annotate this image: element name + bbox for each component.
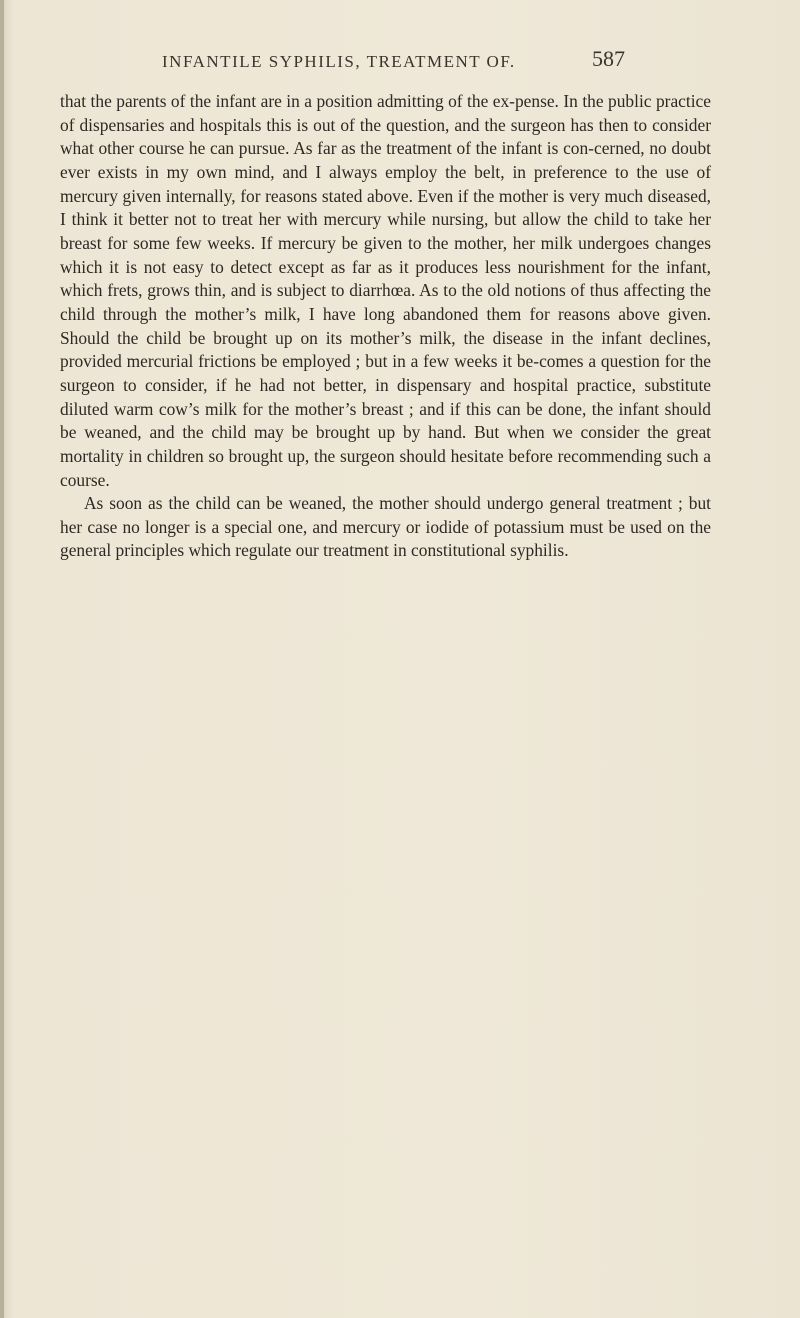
paragraph-2: As soon as the child can be weaned, the mother should undergo general treatment ; but her case no longer is a special one, and mercury or iodide of potassium must be used on the general principles which regulate our treatment in constitutional syphilis.: [60, 493, 711, 561]
binding-edge: [0, 0, 4, 1318]
paragraph-1: that the parents of the infant are in a position admitting of the ex-pense. In the public practice of dispensaries and hospitals this is out of the question, and the surgeon has then to consider what other course he can pursue. As far as the treatment of the infant is con-cerned, no doubt ever exists in my own mind, and I always employ the belt, in preference to the use of mercury given internally, for reasons stated above. Even if the mother is very much diseased, I think it better not to treat her with mercury while nursing, but allow the child to take her breast for some few weeks. If mercury be given to the mother, her milk undergoes changes which it is not easy to detect except as far as it produces less nourishment for the infant, which frets, grows thin, and is subject to diarrhœa. As to the old notions of thus affecting the child through the mother’s milk, I have long abandoned them for reasons above given. Should the child be brought up on its mother’s milk, the disease in the infant declines, provided mercurial frictions be employed ; but in a few weeks it be-comes a question for the surgeon to consider, if he had not better, in dispensary and hospital practice, substitute diluted warm cow’s milk for the mother’s breast ; and if this can be done, the infant should be weaned, and the child may be brought up by hand. But when we consider the great mortality in children so brought up, the surgeon should hesitate before recommending such a course.: [60, 91, 711, 490]
body-text: [60, 90, 711, 563]
running-head: INFANTILE SYPHILIS, TREATMENT OF.: [162, 52, 516, 71]
page-number: 587: [592, 46, 625, 71]
